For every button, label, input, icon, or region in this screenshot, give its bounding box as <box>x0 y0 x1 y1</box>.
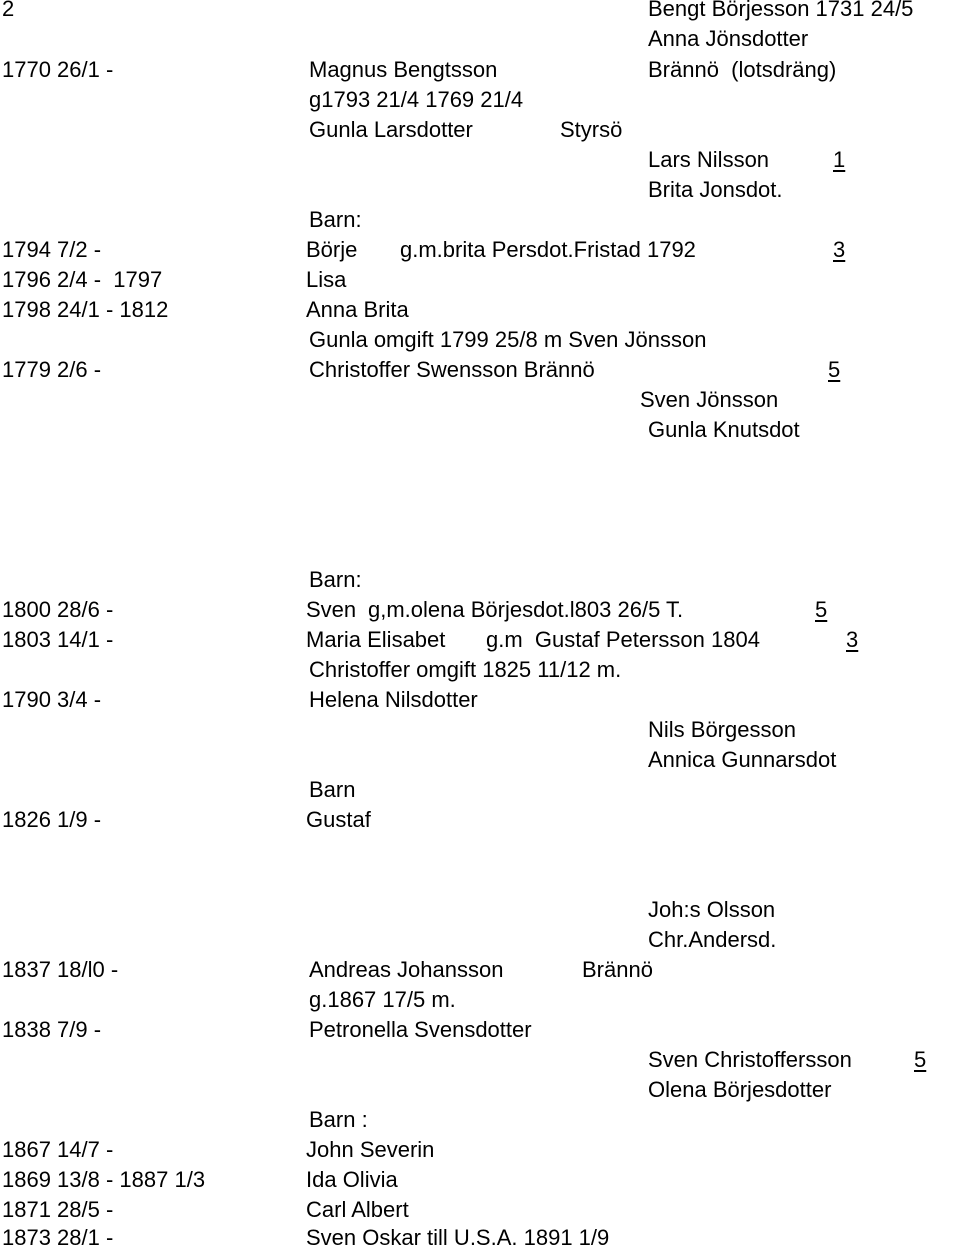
child-name: Sven <box>306 597 357 622</box>
child-name: Sven Oskar till U.S.A. 1891 1/9 <box>306 1225 610 1250</box>
spouse-name: Petronella Svensdotter <box>309 1017 532 1042</box>
spouse-mother: Brita Jonsdot. <box>648 177 783 202</box>
child-date: 1796 2/4 - 1797 <box>2 267 163 292</box>
person-name: Andreas Johansson <box>309 957 504 982</box>
parent-mother: Anna Jönsdotter <box>648 26 809 51</box>
spouse-place: Styrsö <box>560 117 623 142</box>
child-name: John Severin <box>306 1137 435 1162</box>
child-date: 1826 1/9 - <box>2 807 102 832</box>
child-marriage-note: g.m Gustaf Petersson 1804 <box>486 627 760 652</box>
child-name: Anna Brita <box>306 297 409 322</box>
person-ref: 5 <box>828 357 841 382</box>
spouse-father: Sven Christoffersson <box>648 1047 852 1072</box>
child-name: Ida Olivia <box>306 1167 398 1192</box>
person-name: Magnus Bengtsson <box>309 57 498 82</box>
child-date: 1867 14/7 - <box>2 1137 114 1162</box>
child-ref: 3 <box>833 237 846 262</box>
child-name: Börje <box>306 237 358 262</box>
person-date: 1779 2/6 - <box>2 357 102 382</box>
child-name: Gustaf <box>306 807 371 832</box>
remarriage-note: Gunla omgift 1799 25/8 m Sven Jönsson <box>309 327 707 352</box>
page-number: 2 <box>2 0 15 21</box>
person-date: 1770 26/1 - <box>2 57 114 82</box>
children-heading: Barn <box>309 777 356 802</box>
child-ref: 5 <box>815 597 828 622</box>
child-marriage-note: g,m.olena Börjesdot.l803 26/5 T. <box>368 597 684 622</box>
child-date: 1869 13/8 - 1887 1/3 <box>2 1167 206 1192</box>
children-heading: Barn: <box>309 567 362 592</box>
child-name: Lisa <box>306 267 347 292</box>
child-date: 1794 7/2 - <box>2 237 102 262</box>
child-date: 1803 14/1 - <box>2 627 114 652</box>
parent-father: Joh:s Olsson <box>648 897 776 922</box>
children-heading: Barn : <box>309 1107 368 1132</box>
spouse-name: Gunla Larsdotter <box>309 117 473 142</box>
spouse-date: 1838 7/9 - <box>2 1017 102 1042</box>
parent-mother: Chr.Andersd. <box>648 927 777 952</box>
child-date: 1873 28/1 - <box>2 1225 114 1250</box>
child-ref: 3 <box>846 627 859 652</box>
child-name: Maria Elisabet <box>306 627 446 652</box>
spouse-father-ref: 5 <box>914 1047 927 1072</box>
marriage-info: g1793 21/4 1769 21/4 <box>309 87 524 112</box>
marriage-info: g.1867 17/5 m. <box>309 987 456 1012</box>
child-name: Carl Albert <box>306 1197 409 1222</box>
child-marriage-note: g.m.brita Persdot.Fristad 1792 <box>400 237 696 262</box>
spouse-father-ref: 1 <box>833 147 846 172</box>
spouse-father: Lars Nilsson <box>648 147 770 172</box>
children-heading: Barn: <box>309 207 362 232</box>
second-spouse-date: 1790 3/4 - <box>2 687 102 712</box>
second-spouse-name: Helena Nilsdotter <box>309 687 478 712</box>
child-date: 1800 28/6 - <box>2 597 114 622</box>
parent-father: Sven Jönsson <box>640 387 779 412</box>
second-spouse-father: Nils Börgesson <box>648 717 796 742</box>
second-spouse-mother: Annica Gunnarsdot <box>648 747 837 772</box>
remarriage-note: Christoffer omgift 1825 11/12 m. <box>309 657 622 682</box>
person-place: Brännö <box>582 957 653 982</box>
child-date: 1871 28/5 - <box>2 1197 114 1222</box>
parent-father: Bengt Börjesson 1731 24/5 <box>648 0 914 21</box>
child-date: 1798 24/1 - 1812 <box>2 297 169 322</box>
person-name: Christoffer Swensson Brännö <box>309 357 595 382</box>
person-date: 1837 18/l0 - <box>2 957 119 982</box>
spouse-mother: Olena Börjesdotter <box>648 1077 832 1102</box>
person-place: Brännö (lotsdräng) <box>648 57 837 82</box>
parent-mother: Gunla Knutsdot <box>648 417 800 442</box>
